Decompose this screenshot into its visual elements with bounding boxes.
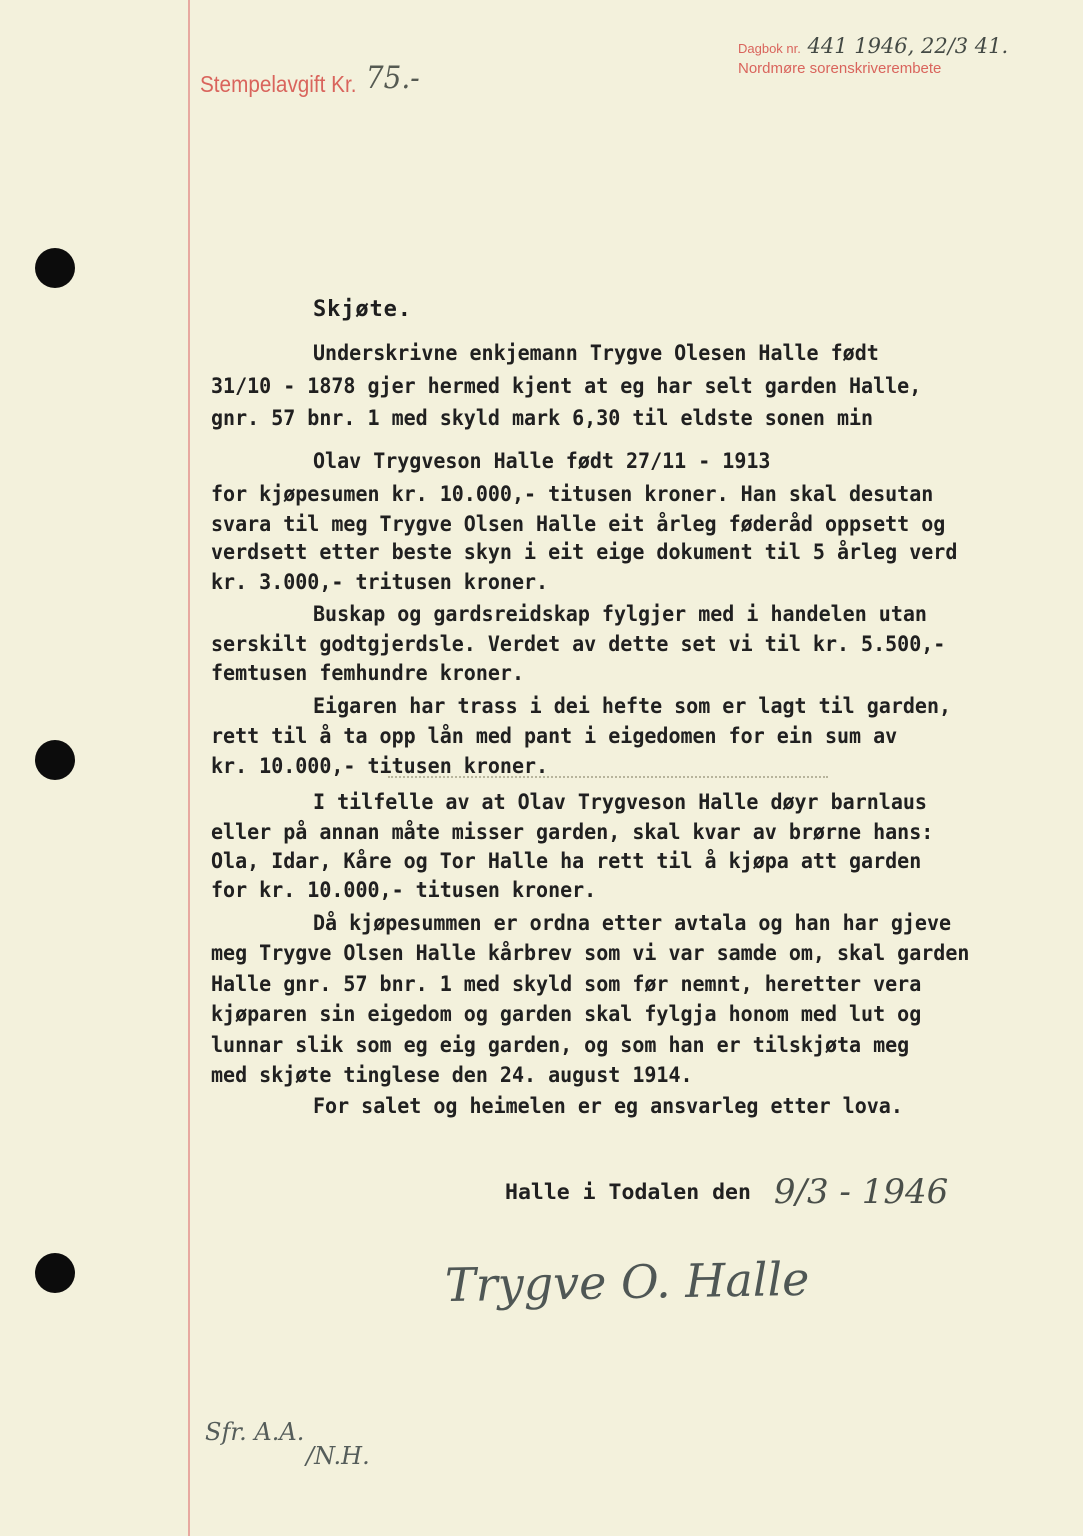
body-line: eller på annan måte misser garden, skal kvar av brørne hans: bbox=[211, 820, 934, 845]
place-date bbox=[505, 1168, 949, 1212]
body-line: for kjøpesumen kr. 10.000,- titusen kroner. Han skal desutan bbox=[211, 482, 934, 507]
dagbok-label: Dagbok nr. bbox=[738, 41, 801, 56]
stamp-office: Nordmøre sorenskriverembete bbox=[738, 60, 942, 77]
punch-hole-bottom bbox=[35, 1253, 75, 1293]
stamp-fee bbox=[200, 60, 420, 100]
body-line: Underskrivne enkjemann Trygve Olesen Halle født bbox=[313, 341, 879, 366]
body-line: med skjøte tinglese den 24. august 1914. bbox=[211, 1063, 693, 1088]
body-line: gnr. 57 bnr. 1 med skyld mark 6,30 til eldste sonen min bbox=[211, 406, 874, 431]
place-date-typed: Halle i Todalen den bbox=[505, 1180, 751, 1205]
body-line: serskilt godtgjerdsle. Verdet av dette set vi til kr. 5.500,- bbox=[211, 632, 946, 657]
body-line: I tilfelle av at Olav Trygveson Halle døyr barnlaus bbox=[313, 790, 927, 815]
body-line: kr. 10.000,- titusen kroner. bbox=[211, 754, 549, 779]
body-line: For salet og heimelen er eg ansvarleg etter lova. bbox=[313, 1094, 903, 1119]
place-date-handwritten: 9/3 - 1946 bbox=[773, 1172, 949, 1212]
body-line: meg Trygve Olsen Halle kårbrev som vi var samde om, skal garden bbox=[211, 941, 970, 966]
margin-line bbox=[188, 0, 190, 1536]
body-line: for kr. 10.000,- titusen kroner. bbox=[211, 878, 597, 903]
punch-hole-middle bbox=[35, 740, 75, 780]
stamp-dagbok bbox=[738, 34, 1008, 58]
body-line: 31/10 - 1878 gjer hermed kjent at eg har selt garden Halle, bbox=[211, 374, 922, 399]
body-line: Eigaren har trass i dei hefte som er lagt til garden, bbox=[313, 694, 952, 719]
fold-mark bbox=[388, 776, 828, 778]
body-line: svara til meg Trygve Olsen Halle eit årleg føderåd oppsett og bbox=[211, 512, 946, 537]
body-line: femtusen femhundre kroner. bbox=[211, 661, 524, 686]
punch-hole-top bbox=[35, 248, 75, 288]
dagbok-date: 22/3 41. bbox=[920, 34, 1009, 58]
body-line: rett til å ta opp lån med pant i eigedomen for ein sum av bbox=[211, 724, 898, 749]
body-line: kr. 3.000,- tritusen kroner. bbox=[211, 570, 549, 595]
body-line: Buskap og gardsreidskap fylgjer med i handelen utan bbox=[313, 602, 927, 627]
body-line: Olav Trygveson Halle født 27/11 - 1913 bbox=[313, 449, 771, 474]
stamp-fee-label: Stempelavgift Kr. bbox=[200, 71, 357, 97]
dagbok-year: 1946, bbox=[854, 34, 915, 58]
body-line: Ola, Idar, Kåre og Tor Halle ha rett til å kjøpa att garden bbox=[211, 849, 922, 874]
stamp-fee-amount: 75.- bbox=[365, 60, 420, 96]
body-line: kjøparen sin eigedom og garden skal fylgja honom med lut og bbox=[211, 1002, 922, 1027]
signature: Trygve O. Halle bbox=[444, 1251, 810, 1313]
body-line: lunnar slik som eg eig garden, og som han er tilskjøta meg bbox=[211, 1033, 910, 1058]
body-line: Halle gnr. 57 bnr. 1 med skyld som før nemnt, heretter vera bbox=[211, 972, 922, 997]
clerk-initials-2: /N.H. bbox=[306, 1442, 370, 1470]
document-title: Skjøte. bbox=[313, 297, 412, 322]
clerk-initials: Sfr. A.A. bbox=[205, 1418, 305, 1446]
body-line: Då kjøpesummen er ordna etter avtala og han har gjeve bbox=[313, 911, 952, 936]
dagbok-number: 441 bbox=[807, 34, 848, 58]
body-line: verdsett etter beste skyn i eit eige dokument til 5 årleg verd bbox=[211, 540, 958, 565]
